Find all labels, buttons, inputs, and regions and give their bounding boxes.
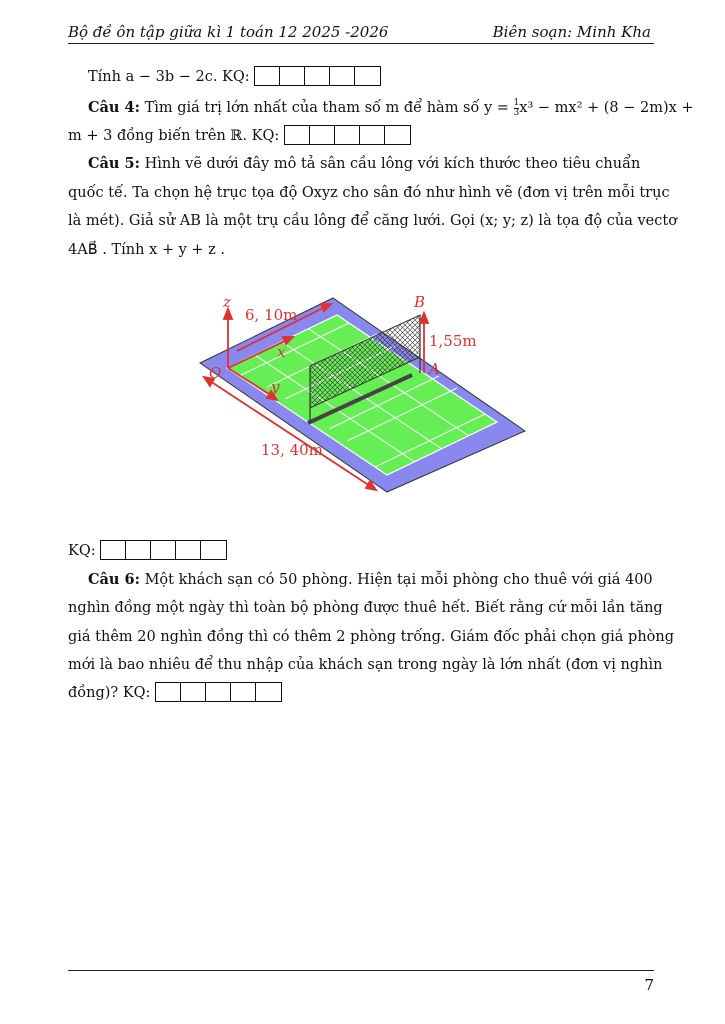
q5-text-1: Hình vẽ dưới đây mô tả sân cầu lông với kích thước theo tiêu chuẩn <box>144 156 641 172</box>
answer-box-q5[interactable] <box>100 540 227 560</box>
q5-line1 <box>88 154 640 174</box>
intro-line <box>88 67 381 87</box>
q6-line3: giá thêm 20 nghìn đồng thì có thêm 2 phòng trống. Giám đốc phải chọn giá phòng <box>68 629 675 645</box>
q5-kq-label: KQ: <box>68 543 96 559</box>
q5-label: Câu 5: <box>88 155 140 172</box>
header-title: Bộ đề ôn tập giữa kì 1 toán 12 2025 -2026 <box>68 23 389 41</box>
width-label: 6, 10m <box>245 306 298 324</box>
origin-label: O <box>209 364 222 382</box>
q6-line4: mới là bao nhiêu để thu nhập của khách sạn trong ngày là lớn nhất (đơn vị nghìn <box>68 657 663 673</box>
q4-text-2: m + 3 đồng biến trên ℝ. KQ: <box>68 128 280 144</box>
height-label: 1,55m <box>429 332 477 350</box>
length-label: 13, 40m <box>261 441 323 459</box>
q4-label: Câu 4: <box>88 99 140 116</box>
q6-text-5: đồng)? KQ: <box>68 685 151 701</box>
intro-text: Tính a − 3b − 2c. KQ: <box>88 69 250 85</box>
q6-line2: nghìn đồng một ngày thì toàn bộ phòng được thuê hết. Biết rằng cứ mỗi lần tăng <box>68 600 663 616</box>
axis-x-label: x <box>277 343 286 361</box>
q5-line4: 4AB⃗ . Tính x + y + z . <box>68 242 226 258</box>
header-divider <box>68 43 654 44</box>
q4-line2 <box>68 126 411 146</box>
q6-text-1: Một khách sạn có 50 phòng. Hiện tại mỗi phòng cho thuê với giá 400 <box>144 572 653 588</box>
q6-line5 <box>68 683 282 703</box>
axis-y-label: y <box>271 378 280 396</box>
q5-line3: là mét). Giả sử AB là một trụ cầu lông để căng lưới. Gọi (x; y; z) là tọa độ của vectơ <box>68 213 677 229</box>
point-a-label: A <box>429 360 440 378</box>
page-number: 7 <box>644 976 654 994</box>
point-b-label: B <box>414 293 426 311</box>
axis-z-label: z <box>223 293 231 311</box>
footer-divider <box>68 970 654 971</box>
q5-answer-line <box>68 541 227 561</box>
q6-label: Câu 6: <box>88 571 140 588</box>
q4-line1 <box>88 98 694 118</box>
badminton-court-figure <box>195 285 535 500</box>
answer-box-q6[interactable] <box>155 682 282 702</box>
q4-fraction: $\frac{1}{3}$ <box>513 97 520 118</box>
q6-line1 <box>88 570 653 590</box>
q5-line2: quốc tế. Ta chọn hệ trục tọa độ Oxyz cho sân đó như hình vẽ (đơn vị trên mỗi trục <box>68 185 670 201</box>
answer-box-q4[interactable] <box>284 125 411 145</box>
q4-text-tail: x³ − mx² + (8 − 2m)x + <box>519 100 694 116</box>
header-author: Biên soạn: Minh Kha <box>492 23 651 41</box>
q4-text: Tìm giá trị lớn nhất của tham số m để hàm số y = <box>144 100 509 116</box>
answer-box-1[interactable] <box>254 66 381 86</box>
